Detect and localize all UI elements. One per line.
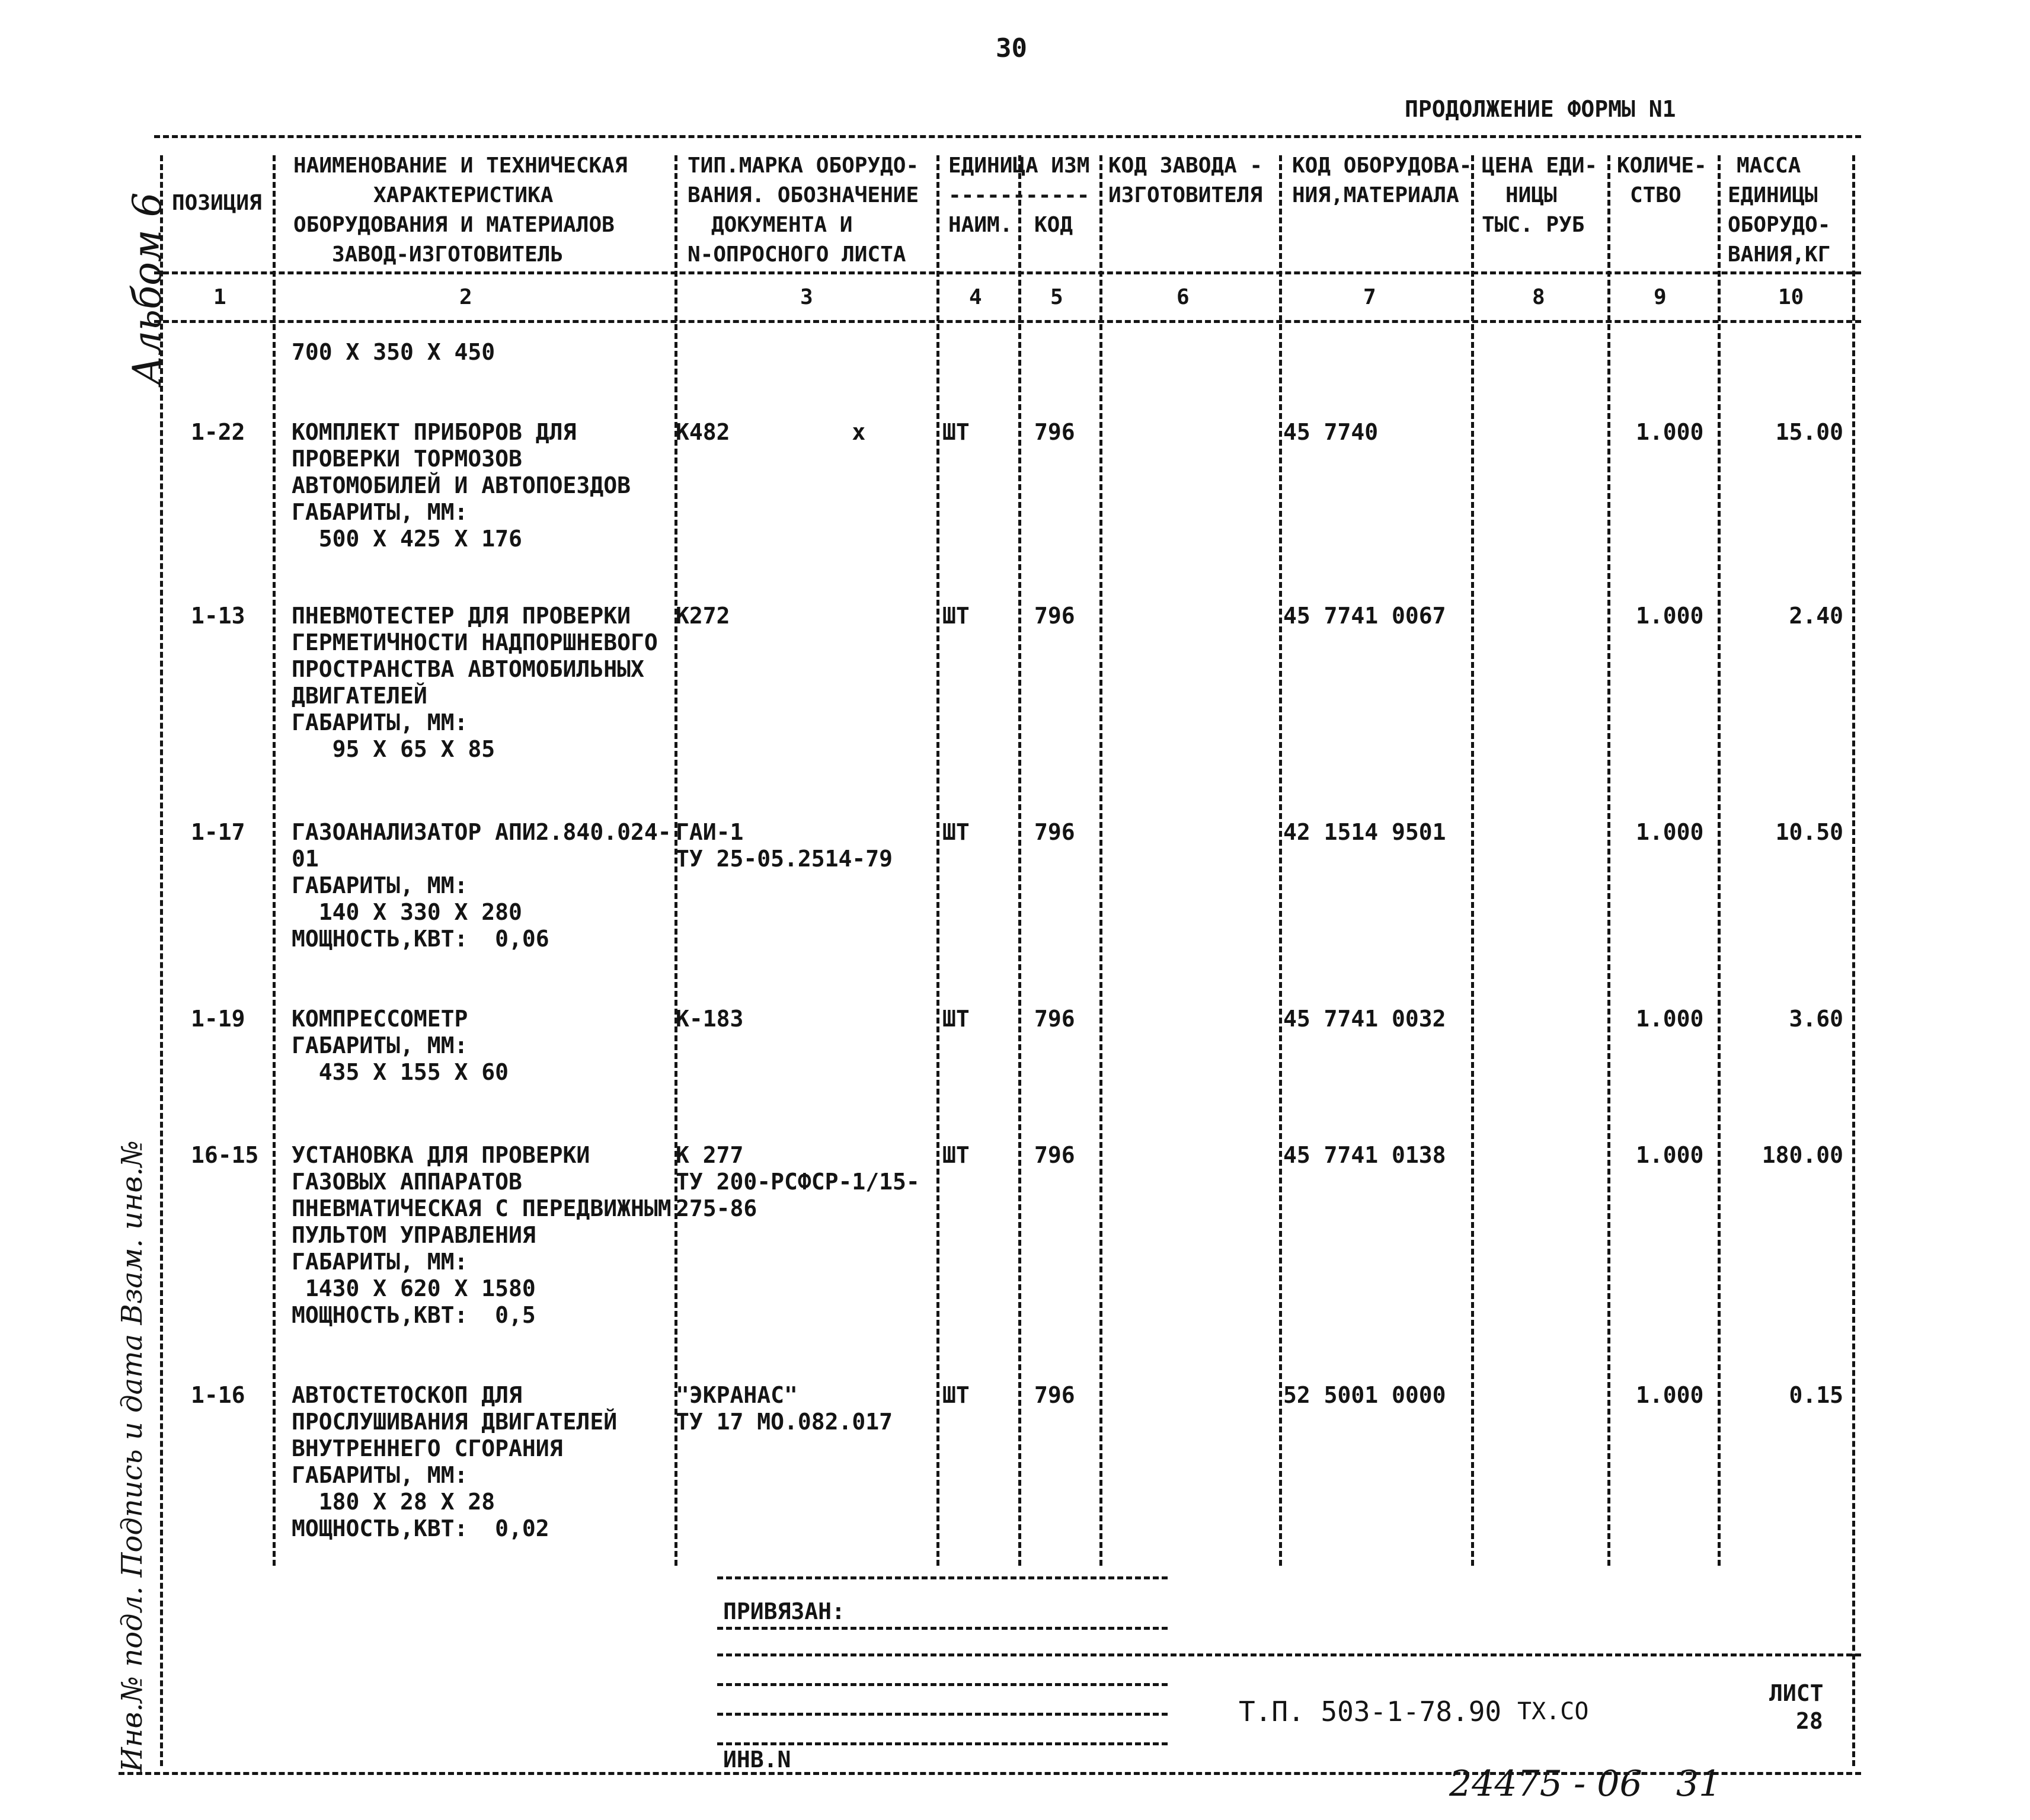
row-unit: ШТ bbox=[942, 603, 970, 629]
sheet-number: 28 bbox=[1796, 1708, 1823, 1734]
row-position: 1-22 bbox=[191, 419, 245, 445]
row-unit: ШТ bbox=[942, 419, 970, 445]
row-description-line: 140 Х 330 Х 280 bbox=[292, 899, 522, 925]
row-equipment-code: 45 7741 0067 bbox=[1283, 603, 1446, 629]
row-description-line: 180 Х 28 Х 28 bbox=[292, 1489, 495, 1515]
handwritten-number: 24475 - 06 31 bbox=[1449, 1763, 1722, 1805]
row-position: 1-17 bbox=[191, 819, 245, 845]
row-type-line: ТУ 25-05.2514-79 bbox=[676, 846, 893, 872]
row-mass: 0.15 bbox=[1789, 1382, 1843, 1408]
row-quantity: 1.000 bbox=[1636, 1382, 1704, 1408]
header-price-3: ТЫС. РУБ bbox=[1482, 213, 1585, 237]
header-type-3: ДОКУМЕНТА И bbox=[711, 213, 853, 237]
row-quantity: 1.000 bbox=[1636, 1006, 1704, 1032]
col-sep-6 bbox=[1279, 155, 1282, 1566]
row-description-line: ДВИГАТЕЛЕЙ bbox=[292, 683, 427, 709]
header-mass-4: ВАНИЯ,КГ bbox=[1728, 242, 1831, 267]
row-description-line: ГАЗОАНАЛИЗАТОР АПИ2.840.024- bbox=[292, 819, 672, 845]
row-mass: 10.50 bbox=[1775, 819, 1843, 845]
row-description-line: ГАБАРИТЫ, ММ: bbox=[292, 709, 468, 735]
row-quantity: 1.000 bbox=[1636, 419, 1704, 445]
colnum-3: 3 bbox=[800, 285, 813, 309]
row-description-line: ГАЗОВЫХ АППАРАТОВ bbox=[292, 1169, 522, 1195]
row-description-line: КОМПЛЕКТ ПРИБОРОВ ДЛЯ bbox=[292, 419, 577, 445]
row-type-line: К-183 bbox=[676, 1006, 744, 1032]
column-number-rule bbox=[154, 320, 1861, 323]
colnum-7: 7 bbox=[1363, 285, 1376, 309]
header-qty-2: СТВО bbox=[1630, 183, 1681, 207]
row-type-line: 275-86 bbox=[676, 1195, 757, 1221]
stamp-rule-4 bbox=[717, 1683, 1168, 1686]
header-unit-name: НАИМ. bbox=[948, 213, 1013, 237]
col-sep-8 bbox=[1607, 155, 1610, 1566]
header-type-2: ВАНИЯ. ОБОЗНАЧЕНИЕ bbox=[688, 183, 919, 207]
row-unit-code: 796 bbox=[1034, 819, 1075, 845]
row-description-line: ГАБАРИТЫ, ММ: bbox=[292, 1249, 468, 1275]
header-type-4: N-ОПРОСНОГО ЛИСТА bbox=[688, 242, 906, 267]
stamp-rule-3 bbox=[717, 1653, 1861, 1656]
row-description-line: ПРОСЛУШИВАНИЯ ДВИГАТЕЛЕЙ bbox=[292, 1409, 618, 1435]
header-name-3: ОБОРУДОВАНИЯ И МАТЕРИАЛОВ bbox=[293, 213, 615, 237]
row-position: 16-15 bbox=[191, 1142, 259, 1168]
row-position: 1-16 bbox=[191, 1382, 245, 1408]
row-description-line: 01 bbox=[292, 846, 319, 872]
row-mass: 2.40 bbox=[1789, 603, 1843, 629]
stamp-rule-6 bbox=[717, 1742, 1168, 1745]
album-label: Альбом 6 bbox=[124, 192, 170, 385]
row-description-line: МОЩНОСТЬ,КВТ: 0,02 bbox=[292, 1515, 549, 1541]
stamp-rule-5 bbox=[717, 1713, 1168, 1716]
row-description-line: ГЕРМЕТИЧНОСТИ НАДПОРШНЕВОГО bbox=[292, 629, 658, 655]
header-bottom-rule bbox=[154, 271, 1861, 274]
header-mass-2: ЕДИНИЦЫ bbox=[1728, 183, 1818, 207]
colnum-2: 2 bbox=[459, 285, 472, 309]
header-name-4: ЗАВОД-ИЗГОТОВИТЕЛЬ bbox=[332, 242, 564, 267]
header-price-2: НИЦЫ bbox=[1505, 183, 1557, 207]
row-description-line: ГАБАРИТЫ, ММ: bbox=[292, 1032, 468, 1058]
stamp-rule-2 bbox=[717, 1627, 1168, 1630]
row-unit: ШТ bbox=[942, 1142, 970, 1168]
row-description-line: 700 Х 350 Х 450 bbox=[292, 339, 495, 365]
row-description-line: ГАБАРИТЫ, ММ: bbox=[292, 872, 468, 898]
row-mass: 15.00 bbox=[1775, 419, 1843, 445]
row-equipment-code: 42 1514 9501 bbox=[1283, 819, 1446, 845]
row-type-line: ГАИ-1 bbox=[676, 819, 744, 845]
header-mass-3: ОБОРУДО- bbox=[1728, 213, 1831, 237]
row-type-line: "ЭКРАНАС" bbox=[676, 1382, 798, 1408]
row-description-line: 435 Х 155 Х 60 bbox=[292, 1059, 509, 1085]
row-unit-code: 796 bbox=[1034, 419, 1075, 445]
privyazan-label: ПРИВЯЗАН: bbox=[723, 1598, 845, 1624]
row-description-line: ПРОВЕРКИ ТОРМОЗОВ bbox=[292, 446, 522, 472]
row-unit-code: 796 bbox=[1034, 1006, 1075, 1032]
row-description-line: ПНЕВМОТЕСТЕР ДЛЯ ПРОВЕРКИ bbox=[292, 603, 631, 629]
row-description-line: МОЩНОСТЬ,КВТ: 0,5 bbox=[292, 1302, 536, 1328]
row-quantity: 1.000 bbox=[1636, 1142, 1704, 1168]
row-description-line: ГАБАРИТЫ, ММ: bbox=[292, 1462, 468, 1488]
header-mass-1: МАССА bbox=[1737, 153, 1801, 178]
row-description-line: ПНЕВМАТИЧЕСКАЯ С ПЕРЕДВИЖНЫМ bbox=[292, 1195, 672, 1221]
colnum-8: 8 bbox=[1532, 285, 1545, 309]
row-quantity: 1.000 bbox=[1636, 603, 1704, 629]
document-suffix: ТХ.СО bbox=[1517, 1698, 1589, 1725]
table-top-rule bbox=[154, 135, 1861, 138]
stamp-top-rule bbox=[717, 1576, 1168, 1579]
row-unit-code: 796 bbox=[1034, 1382, 1075, 1408]
row-position: 1-13 bbox=[191, 603, 245, 629]
row-equipment-code: 45 7740 bbox=[1283, 419, 1379, 445]
row-description-line: ВНУТРЕННЕГО СГОРАНИЯ bbox=[292, 1435, 563, 1461]
colnum-5: 5 bbox=[1050, 285, 1063, 309]
row-type-line: ТУ 17 МО.082.017 bbox=[676, 1409, 893, 1435]
header-unit-1: ЕДИНИЦА ИЗМ bbox=[948, 153, 1090, 178]
col-sep-9 bbox=[1718, 155, 1721, 1566]
row-mass: 3.60 bbox=[1789, 1006, 1843, 1032]
row-description-line: 1430 Х 620 Х 1580 bbox=[292, 1275, 536, 1301]
row-equipment-code: 45 7741 0138 bbox=[1283, 1142, 1446, 1168]
row-unit: ШТ bbox=[942, 819, 970, 845]
continuation-title: ПРОДОЛЖЕНИЕ ФОРМЫ N1 bbox=[1405, 96, 1676, 122]
row-unit: ШТ bbox=[942, 1006, 970, 1032]
document-code: Т.П. 503-1-78.90 bbox=[1239, 1696, 1502, 1728]
row-description-line: АВТОСТЕТОСКОП ДЛЯ bbox=[292, 1382, 522, 1408]
colnum-10: 10 bbox=[1778, 285, 1804, 309]
header-unit-code: КОД bbox=[1034, 213, 1073, 237]
row-type-line: К482 х bbox=[676, 419, 866, 445]
row-description-line: АВТОМОБИЛЕЙ И АВТОПОЕЗДОВ bbox=[292, 472, 631, 498]
row-description-line: МОЩНОСТЬ,КВТ: 0,06 bbox=[292, 926, 549, 952]
header-maker-2: ИЗГОТОВИТЕЛЯ bbox=[1108, 183, 1263, 207]
header-equip-1: КОД ОБОРУДОВА- bbox=[1292, 153, 1472, 178]
row-unit-code: 796 bbox=[1034, 603, 1075, 629]
row-position: 1-19 bbox=[191, 1006, 245, 1032]
col-sep-left bbox=[160, 155, 163, 1766]
col-sep-7 bbox=[1471, 155, 1474, 1566]
col-sep-4 bbox=[1018, 155, 1021, 1566]
sheet-label: ЛИСТ bbox=[1769, 1680, 1824, 1706]
col-sep-5 bbox=[1099, 155, 1102, 1566]
row-type-line: К272 bbox=[676, 603, 730, 629]
row-description-line: ПРОСТРАНСТВА АВТОМОБИЛЬНЫХ bbox=[292, 656, 644, 682]
row-equipment-code: 45 7741 0032 bbox=[1283, 1006, 1446, 1032]
colnum-4: 4 bbox=[969, 285, 982, 309]
row-unit: ШТ bbox=[942, 1382, 970, 1408]
row-type-line: ТУ 200-РСФСР-1/15- bbox=[676, 1169, 920, 1195]
col-sep-3 bbox=[936, 155, 939, 1566]
header-maker-1: КОД ЗАВОДА - bbox=[1108, 153, 1263, 178]
inv-label: ИНВ.N bbox=[723, 1747, 791, 1773]
col-sep-1 bbox=[273, 155, 276, 1566]
row-type-line: К 277 bbox=[676, 1142, 744, 1168]
row-description-line: УСТАНОВКА ДЛЯ ПРОВЕРКИ bbox=[292, 1142, 590, 1168]
colnum-1: 1 bbox=[213, 285, 226, 309]
header-equip-2: НИЯ,МАТЕРИАЛА bbox=[1292, 183, 1459, 207]
row-description-line: КОМПРЕССОМЕТР bbox=[292, 1006, 468, 1032]
row-description-line: 95 Х 65 Х 85 bbox=[292, 736, 495, 762]
row-description-line: ПУЛЬТОМ УПРАВЛЕНИЯ bbox=[292, 1222, 536, 1248]
header-pos: ПОЗИЦИЯ bbox=[172, 191, 262, 215]
row-description-line: 500 Х 425 Х 176 bbox=[292, 526, 522, 552]
row-unit-code: 796 bbox=[1034, 1142, 1075, 1168]
row-equipment-code: 52 5001 0000 bbox=[1283, 1382, 1446, 1408]
header-name-1: НАИМЕНОВАНИЕ И ТЕХНИЧЕСКАЯ bbox=[293, 153, 628, 178]
row-description-line: ГАБАРИТЫ, ММ: bbox=[292, 499, 468, 525]
page-number: 30 bbox=[996, 33, 1027, 63]
header-name-2: ХАРАКТЕРИСТИКА bbox=[373, 183, 554, 207]
header-type-1: ТИП.МАРКА ОБОРУДО- bbox=[688, 153, 919, 178]
colnum-9: 9 bbox=[1654, 285, 1667, 309]
colnum-6: 6 bbox=[1177, 285, 1190, 309]
header-unit-2: ----------- bbox=[948, 183, 1090, 207]
row-quantity: 1.000 bbox=[1636, 819, 1704, 845]
header-price-1: ЦЕНА ЕДИ- bbox=[1482, 153, 1598, 178]
col-sep-right bbox=[1852, 155, 1855, 1766]
header-qty-1: КОЛИЧЕ- bbox=[1617, 153, 1707, 178]
row-mass: 180.00 bbox=[1762, 1142, 1843, 1168]
side-stamp-labels: Инв.№ подл. Подпись и дата Взам. инв.№ bbox=[116, 1140, 149, 1772]
